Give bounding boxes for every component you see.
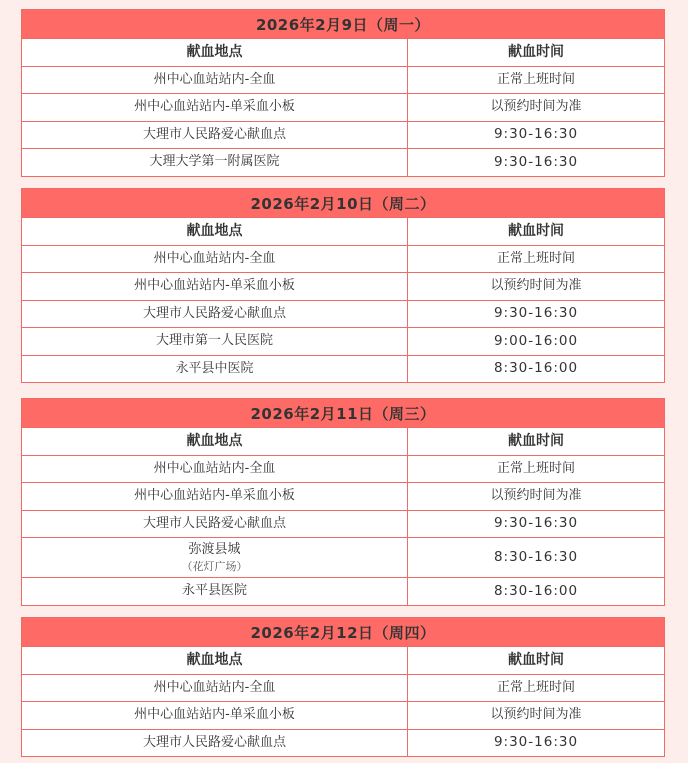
time-cell: 9:30-16:30 [493, 126, 579, 143]
day-header: 2026年2月12日（周四） [22, 618, 664, 646]
location-cell [22, 538, 408, 577]
location-name: 弥渡县城 [188, 541, 241, 557]
location-cell: 大理市第一人民医院 [22, 328, 408, 355]
time-cell: 正常上班时间 [496, 679, 575, 695]
schedule-table-day-1 [21, 9, 665, 177]
table-header-row [22, 427, 664, 455]
time-cell: 9:30-16:30 [493, 515, 579, 532]
table-row [22, 455, 664, 483]
time-cell: 8:30-16:00 [493, 582, 579, 599]
table-row [22, 674, 664, 702]
table-row [22, 300, 664, 328]
table-row [22, 327, 664, 355]
location-cell: 州中心血站站内-单采血小板 [22, 483, 408, 510]
time-cell: 正常上班时间 [496, 71, 575, 87]
table-header-row [22, 217, 664, 245]
day-header: 2026年2月9日（周一） [22, 10, 664, 38]
table-row [22, 510, 664, 538]
time-cell: 正常上班时间 [496, 460, 575, 476]
location-cell: 永平县医院 [22, 578, 408, 605]
schedule-table-day-3 [21, 398, 665, 606]
column-header-location: 献血地点 [22, 647, 408, 674]
column-header-time: 献血时间 [508, 651, 564, 668]
location-cell: 州中心血站站内-全血 [22, 67, 408, 94]
time-cell: 以预约时间为准 [490, 278, 582, 294]
location-cell: 州中心血站站内-全血 [22, 675, 408, 702]
column-header-time: 献血时间 [508, 43, 564, 60]
table-row [22, 245, 664, 273]
location-cell: 大理大学第一附属医院 [22, 149, 408, 176]
table-row [22, 577, 664, 605]
column-header-location: 献血地点 [22, 39, 408, 66]
location-cell: 州中心血站站内-单采血小板 [22, 273, 408, 300]
table-row [22, 482, 664, 510]
time-cell: 正常上班时间 [496, 250, 575, 266]
time-cell: 8:30-16:30 [493, 549, 579, 566]
location-cell: 大理市人民路爱心献血点 [22, 122, 408, 149]
column-header-time: 献血时间 [508, 222, 564, 239]
day-header: 2026年2月11日（周三） [22, 399, 664, 427]
column-header-location: 献血地点 [22, 428, 408, 455]
time-cell: 以预约时间为准 [490, 488, 582, 504]
time-cell: 8:30-16:00 [493, 360, 579, 377]
time-cell: 9:30-16:30 [493, 305, 579, 322]
location-cell: 永平县中医院 [22, 356, 408, 383]
schedule-table-day-2 [21, 188, 665, 383]
location-cell: 州中心血站站内-单采血小板 [22, 702, 408, 729]
location-cell: 州中心血站站内-单采血小板 [22, 94, 408, 121]
table-row [22, 121, 664, 149]
table-row [22, 66, 664, 94]
table-row [22, 701, 664, 729]
table-header-row [22, 646, 664, 674]
day-header: 2026年2月10日（周二） [22, 189, 664, 217]
location-cell: 大理市人民路爱心献血点 [22, 301, 408, 328]
table-row [22, 148, 664, 176]
column-header-time: 献血时间 [508, 432, 564, 449]
location-note: （花灯广场） [181, 559, 248, 573]
table-row [22, 537, 664, 577]
time-cell: 9:00-16:00 [493, 332, 579, 349]
table-row [22, 729, 664, 757]
table-row [22, 93, 664, 121]
location-cell: 大理市人民路爱心献血点 [22, 730, 408, 757]
location-cell: 州中心血站站内-全血 [22, 246, 408, 273]
location-cell: 大理市人民路爱心献血点 [22, 511, 408, 538]
time-cell: 9:30-16:30 [493, 734, 579, 751]
table-row [22, 272, 664, 300]
table-header-row [22, 38, 664, 66]
time-cell: 以预约时间为准 [490, 99, 582, 115]
table-row [22, 355, 664, 383]
time-cell: 以预约时间为准 [490, 707, 582, 723]
schedule-table-day-4 [21, 617, 665, 757]
time-cell: 9:30-16:30 [493, 153, 579, 170]
location-cell: 州中心血站站内-全血 [22, 456, 408, 483]
column-header-location: 献血地点 [22, 218, 408, 245]
